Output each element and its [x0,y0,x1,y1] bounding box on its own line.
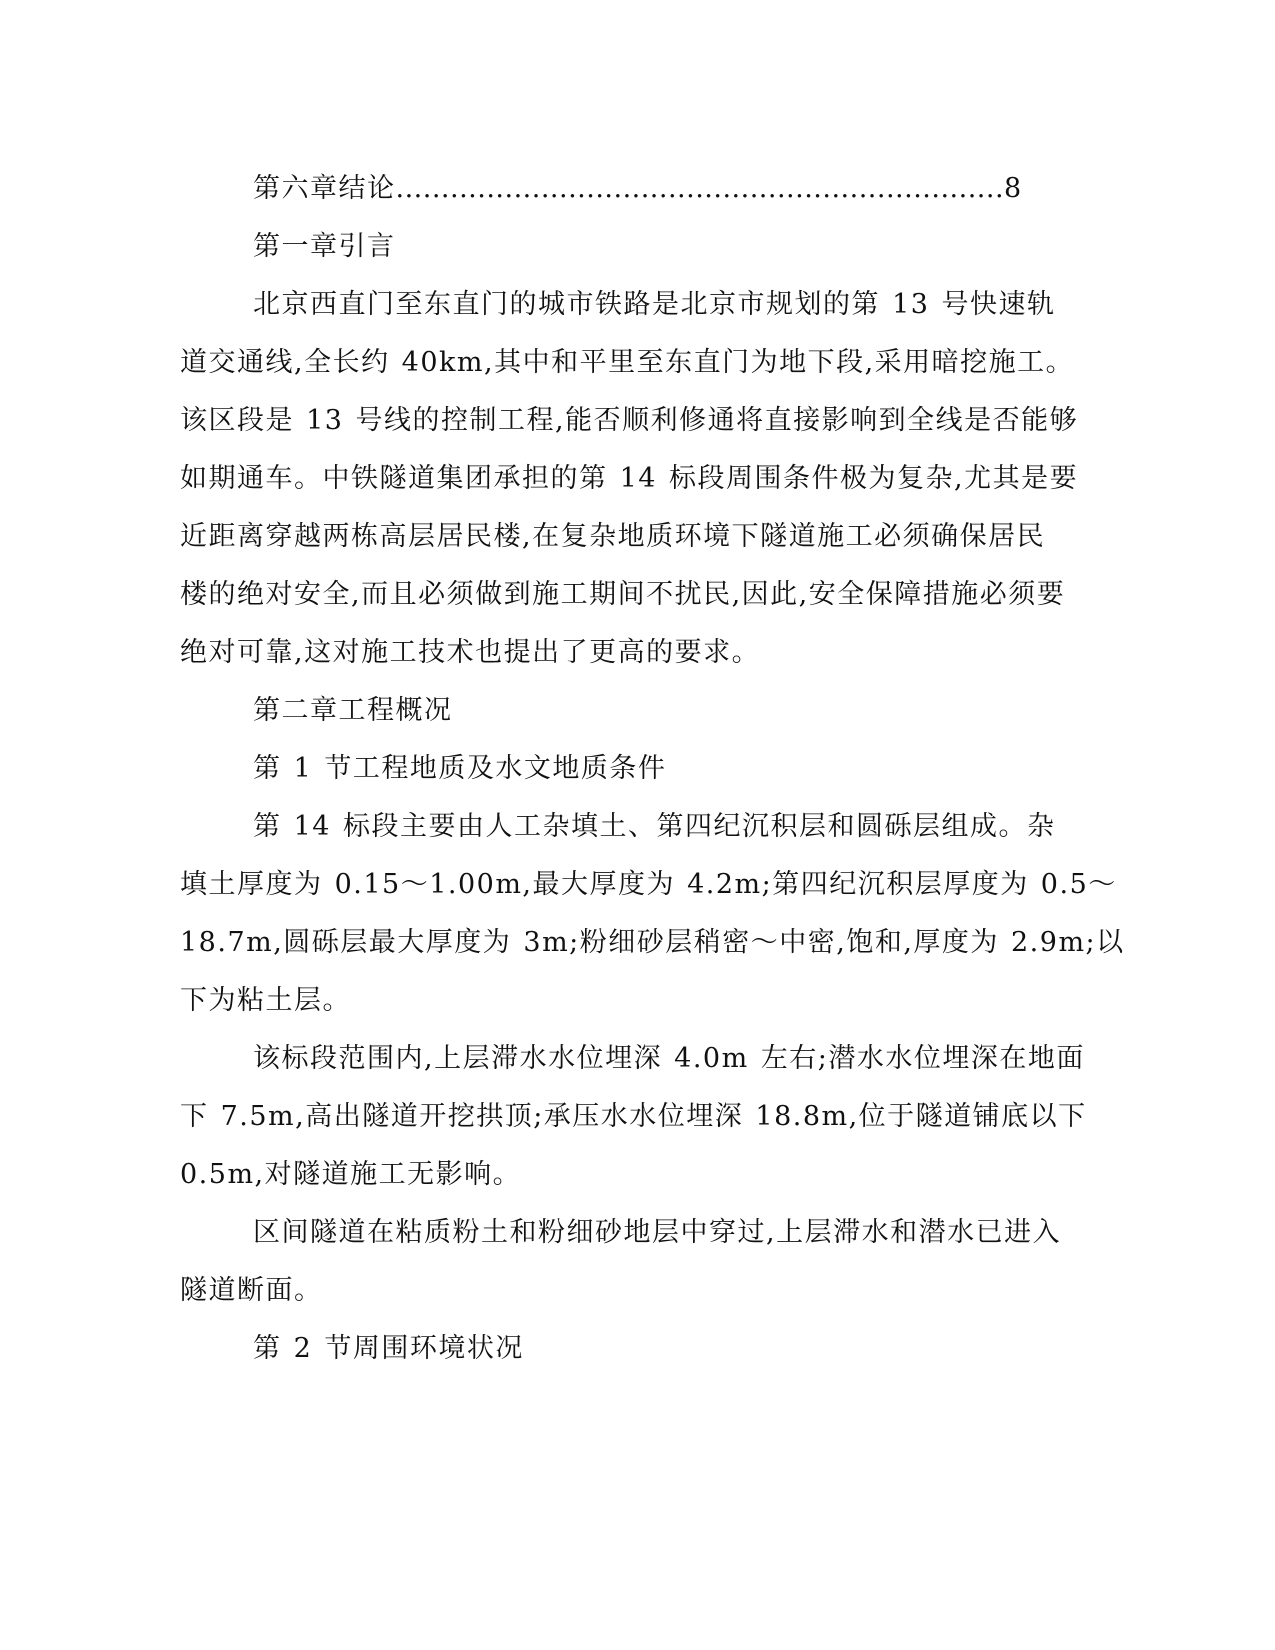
paragraph-line: 绝对可靠,这对施工技术也提出了更高的要求。 [180,637,761,668]
toc-entry[interactable] [180,160,1040,218]
document-body [180,160,1125,1378]
toc-entry-title: 第六章结论 [253,173,396,204]
hydrology-paragraph [180,1030,1087,1204]
paragraph-line: 隧道断面。 [180,1275,323,1306]
paragraph-line: 18.7m,圆砾层最大厚度为 3m;粉细砂层稍密～中密,饱和,厚度为 2.9m;以 [180,927,1125,958]
chapter-1-heading: 第一章引言 [253,231,396,262]
toc-leader-dots: ................................................................... [395,173,1005,204]
chapter-2-heading: 第二章工程概况 [253,695,453,726]
toc-page-number: 8 [1004,173,1023,204]
geology-paragraph [180,798,1125,1030]
paragraph-line: 道交通线,全长约 40km,其中和平里至东直门为地下段,采用暗挖施工。 [180,347,1075,378]
tunnel-strata-paragraph [180,1204,1062,1320]
paragraph-line: 该标段范围内,上层滞水水位埋深 4.0m 左右;潜水水位埋深在地面 [253,1043,1085,1074]
paragraph-line: 下 7.5m,高出隧道开挖拱顶;承压水水位埋深 18.8m,位于隧道铺底以下 [180,1101,1087,1132]
paragraph-line: 北京西直门至东直门的城市铁路是北京市规划的第 13 号快速轨 [253,289,1056,320]
paragraph-line: 下为粘土层。 [180,985,351,1016]
paragraph-line: 楼的绝对安全,而且必须做到施工期间不扰民,因此,安全保障措施必须要 [180,579,1066,610]
paragraph-line: 该区段是 13 号线的控制工程,能否顺利修通将直接影响到全线是否能够 [180,405,1079,436]
paragraph-line: 如期通车。中铁隧道集团承担的第 14 标段周围条件极为复杂,尤其是要 [180,463,1079,494]
paragraph-line: 第 14 标段主要由人工杂填土、第四纪沉积层和圆砾层组成。杂 [253,811,1056,842]
paragraph-line: 区间隧道在粘质粉土和粉细砂地层中穿过,上层滞水和潜水已进入 [253,1217,1062,1248]
paragraph-line: 0.5m,对隧道施工无影响。 [180,1159,522,1190]
paragraph-line: 近距离穿越两栋高层居民楼,在复杂地质环境下隧道施工必须确保居民 [180,521,1046,552]
chapter-1-paragraph [180,276,1079,682]
section-1-heading: 第 1 节工程地质及水文地质条件 [253,753,667,784]
section-2-heading: 第 2 节周围环境状况 [253,1333,524,1364]
paragraph-line: 填土厚度为 0.15～1.00m,最大厚度为 4.2m;第四纪沉积层厚度为 0.5～ [180,869,1117,900]
